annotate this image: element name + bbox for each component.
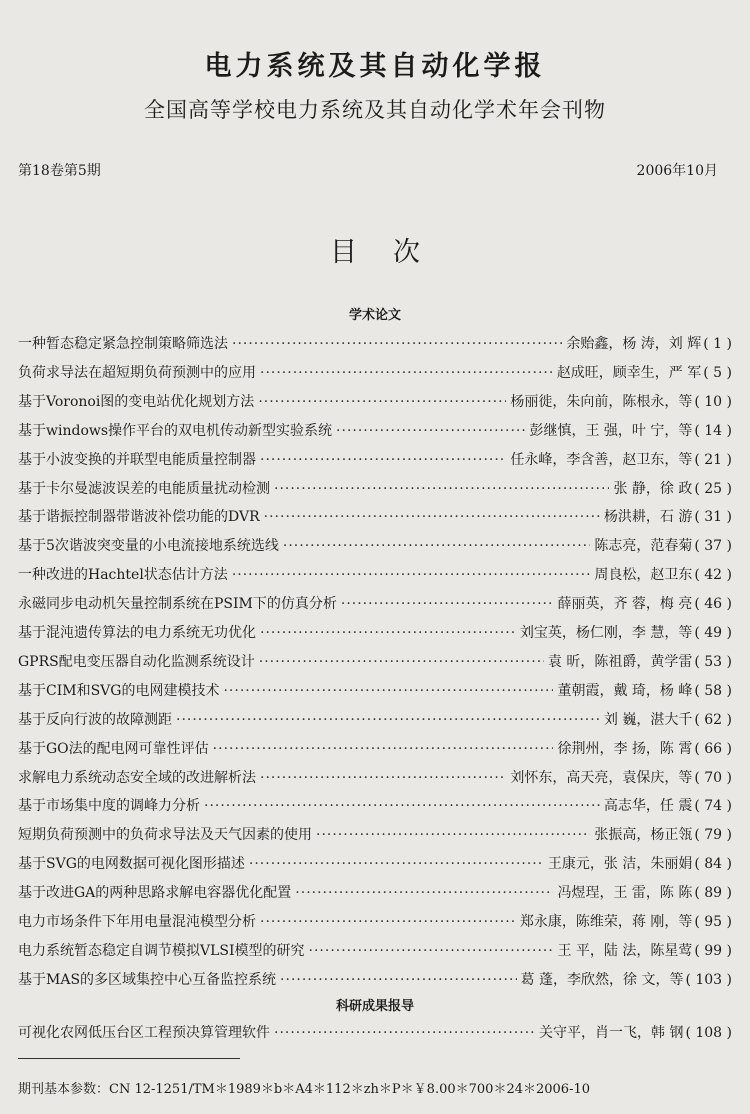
volume-issue: 第18卷第5期 bbox=[18, 163, 101, 179]
article-authors: 杨丽徙，朱向前，陈根永，等 bbox=[510, 393, 693, 410]
page-number: ( 14 ) bbox=[694, 422, 732, 439]
toc-entry[interactable] bbox=[18, 795, 732, 817]
article-title: 一种暂态稳定紧急控制策略筛选法 bbox=[18, 336, 228, 352]
dot-leader bbox=[260, 625, 516, 641]
dot-leader bbox=[260, 452, 506, 468]
page-number: ( 25 ) bbox=[694, 480, 732, 497]
toc-entry[interactable] bbox=[18, 1022, 732, 1044]
dot-leader bbox=[295, 885, 553, 901]
article-authors: 任永峰，李含善，赵卫东，等 bbox=[510, 451, 693, 468]
article-title: 基于Voronoi图的变电站优化规划方法 bbox=[18, 393, 255, 410]
article-title: 基于MAS的多区域集控中心互备监控系统 bbox=[18, 971, 277, 988]
page-number: ( 62 ) bbox=[694, 711, 732, 728]
page-number: ( 1 ) bbox=[703, 336, 732, 352]
dot-leader bbox=[274, 1025, 535, 1041]
article-authors: 刘 巍，湛大千 bbox=[603, 711, 693, 728]
page-number: ( 79 ) bbox=[694, 827, 732, 844]
page-number: ( 103 ) bbox=[685, 971, 732, 988]
page-number: ( 53 ) bbox=[694, 653, 732, 670]
toc-entry[interactable] bbox=[18, 969, 732, 991]
article-title: 基于卡尔曼滤波误差的电能质量扰动检测 bbox=[18, 480, 270, 497]
footer-divider bbox=[18, 1058, 240, 1059]
article-authors: 董朝霞，戴 琦，杨 峰 bbox=[557, 682, 693, 699]
dot-leader bbox=[204, 798, 600, 814]
article-title: 基于混沌遗传算法的电力系统无功优化 bbox=[18, 625, 256, 641]
page-number: ( 10 ) bbox=[694, 393, 732, 410]
toc-entry[interactable] bbox=[18, 853, 732, 875]
article-title: 基于反向行波的故障测距 bbox=[18, 711, 172, 728]
dot-leader bbox=[249, 856, 544, 872]
toc-entry[interactable] bbox=[18, 680, 732, 702]
page-number: ( 66 ) bbox=[694, 740, 732, 757]
dot-leader bbox=[309, 943, 554, 959]
article-authors: 冯煜珵，王 雷，陈 陈 bbox=[557, 885, 693, 902]
toc-heading: 目次 bbox=[330, 237, 456, 268]
toc-entry[interactable] bbox=[18, 449, 732, 471]
toc-entry[interactable] bbox=[18, 391, 732, 413]
article-title: 基于SVG的电网数据可视化图形描述 bbox=[18, 856, 245, 873]
page-number: ( 74 ) bbox=[694, 798, 732, 815]
volume-line bbox=[18, 160, 718, 180]
page-number: ( 21 ) bbox=[694, 451, 732, 468]
page-number: ( 42 ) bbox=[694, 567, 732, 584]
page-number: ( 31 ) bbox=[694, 509, 732, 526]
article-authors: 张振高，杨正瓴 bbox=[594, 827, 693, 844]
article-authors: 关守平，肖一飞，韩 钢 bbox=[539, 1025, 684, 1041]
dot-leader bbox=[176, 712, 600, 728]
page-number: ( 49 ) bbox=[694, 625, 732, 641]
dot-leader bbox=[232, 567, 591, 583]
article-authors: 刘宝英，杨仁刚，李 慧，等 bbox=[519, 625, 693, 641]
toc-entry[interactable] bbox=[18, 593, 732, 615]
dot-leader bbox=[283, 538, 590, 554]
toc-entry[interactable] bbox=[18, 478, 732, 500]
toc-entry[interactable] bbox=[18, 767, 732, 789]
page-number: ( 58 ) bbox=[694, 682, 732, 699]
toc-entry[interactable] bbox=[18, 622, 732, 644]
journal-parameters: 期刊基本参数：CN 12-1251/TM＊1989＊b＊A4＊112＊zh＊P＊￥8.00＊700＊24＊2006-10 bbox=[18, 1082, 591, 1097]
page-number: ( 84 ) bbox=[694, 856, 732, 873]
section-heading: 学术论文 bbox=[348, 308, 401, 323]
article-title: 基于谐振控制器带谐波补偿功能的DVR bbox=[18, 509, 260, 526]
page-number: ( 37 ) bbox=[694, 538, 732, 555]
article-title: 永磁同步电动机矢量控制系统在PSIM下的仿真分析 bbox=[18, 596, 337, 613]
page-number: ( 70 ) bbox=[694, 769, 732, 786]
dot-leader bbox=[213, 741, 554, 757]
dot-leader bbox=[260, 770, 506, 786]
toc-entry[interactable] bbox=[18, 564, 732, 586]
article-authors: 赵成旺，顾幸生，严 军 bbox=[556, 364, 702, 381]
article-authors: 杨洪耕，石 游 bbox=[603, 509, 693, 526]
article-authors: 高志华，任 震 bbox=[603, 798, 693, 815]
article-authors: 王康元，张 洁，朱丽娟 bbox=[547, 856, 693, 873]
article-title: 基于GO法的配电网可靠性评估 bbox=[18, 740, 209, 757]
journal-title: 电力系统及其自动化学报 bbox=[204, 51, 546, 82]
toc-entry[interactable] bbox=[18, 506, 732, 528]
dot-leader bbox=[341, 596, 554, 612]
dot-leader bbox=[223, 683, 553, 699]
article-title: 求解电力系统动态安全域的改进解析法 bbox=[18, 769, 256, 786]
page-number: ( 95 ) bbox=[694, 914, 732, 930]
article-authors: 郑永康，陈维荣，蒋 刚，等 bbox=[519, 914, 693, 930]
article-title: 可视化农网低压台区工程预决算管理软件 bbox=[18, 1025, 270, 1041]
dot-leader bbox=[336, 423, 525, 439]
dot-leader bbox=[259, 654, 544, 670]
article-title: 电力市场条件下年用电量混沌模型分析 bbox=[18, 914, 256, 930]
toc-entry[interactable] bbox=[18, 824, 732, 846]
page-number: ( 89 ) bbox=[694, 885, 732, 902]
article-authors: 余贻鑫，杨 涛，刘 辉 bbox=[566, 336, 702, 352]
toc-entry[interactable] bbox=[18, 535, 732, 557]
article-authors: 袁 昕，陈祖爵，黄学雷 bbox=[547, 653, 693, 670]
toc-entry[interactable] bbox=[18, 709, 732, 731]
page-number: ( 108 ) bbox=[685, 1025, 732, 1041]
page-number: ( 46 ) bbox=[694, 596, 732, 613]
article-authors: 葛 蓬，李欣然，徐 文，等 bbox=[520, 971, 684, 988]
article-title: 负荷求导法在超短期负荷预测中的应用 bbox=[18, 364, 256, 381]
article-authors: 王 平，陆 法，陈星莺 bbox=[557, 942, 693, 959]
article-title: 电力系统暂态稳定自调节模拟VLSI模型的研究 bbox=[18, 942, 305, 959]
issue-date: 2006年10月 bbox=[636, 163, 718, 179]
dot-leader bbox=[260, 365, 553, 381]
article-authors: 陈志亮，范春菊 bbox=[594, 538, 693, 555]
article-title: 基于改进GA的两种思路求解电容器优化配置 bbox=[18, 885, 292, 902]
article-authors: 刘怀东，高天亮，袁保庆，等 bbox=[510, 769, 693, 786]
article-authors: 徐荆州，李 扬，陈 霄 bbox=[557, 740, 693, 757]
toc-entry[interactable] bbox=[18, 420, 732, 442]
page-number: ( 99 ) bbox=[694, 942, 732, 959]
dot-leader bbox=[258, 394, 506, 410]
article-title: 基于windows操作平台的双电机传动新型实验系统 bbox=[18, 422, 333, 439]
toc-entry[interactable] bbox=[18, 882, 732, 904]
toc-entry[interactable] bbox=[18, 940, 732, 962]
dot-leader bbox=[316, 827, 590, 843]
article-title: 短期负荷预测中的负荷求导法及天气因素的使用 bbox=[18, 827, 312, 844]
article-authors: 张 静，徐 政 bbox=[613, 480, 693, 497]
toc-entry[interactable] bbox=[18, 651, 732, 673]
dot-leader bbox=[264, 509, 600, 525]
article-title: 基于5次谐波突变量的小电流接地系统选线 bbox=[18, 538, 279, 555]
article-title: 一种改进的Hachtel状态估计方法 bbox=[18, 567, 228, 584]
toc-entry[interactable] bbox=[18, 911, 732, 933]
dot-leader bbox=[260, 914, 516, 930]
page-number: ( 5 ) bbox=[703, 364, 732, 381]
toc-entry[interactable] bbox=[18, 362, 732, 384]
toc-entry[interactable] bbox=[18, 333, 732, 355]
article-title: 基于小波变换的并联型电能质量控制器 bbox=[18, 451, 256, 468]
toc-entry[interactable] bbox=[18, 738, 732, 760]
article-title: GPRS配电变压器自动化监测系统设计 bbox=[18, 653, 255, 670]
article-authors: 彭继慎，王 强，叶 宁，等 bbox=[529, 422, 693, 439]
article-authors: 周良松，赵卫东 bbox=[594, 567, 693, 584]
dot-leader bbox=[232, 336, 562, 352]
dot-leader bbox=[274, 481, 609, 497]
article-title: 基于市场集中度的调峰力分析 bbox=[18, 798, 200, 815]
dot-leader bbox=[280, 972, 517, 988]
journal-subtitle: 全国高等学校电力系统及其自动化学术年会刊物 bbox=[144, 98, 606, 122]
article-title: 基于CIM和SVG的电网建模技术 bbox=[18, 682, 220, 699]
section-heading: 科研成果报导 bbox=[335, 999, 414, 1014]
article-authors: 薛丽英，齐 蓉，梅 亮 bbox=[557, 596, 693, 613]
